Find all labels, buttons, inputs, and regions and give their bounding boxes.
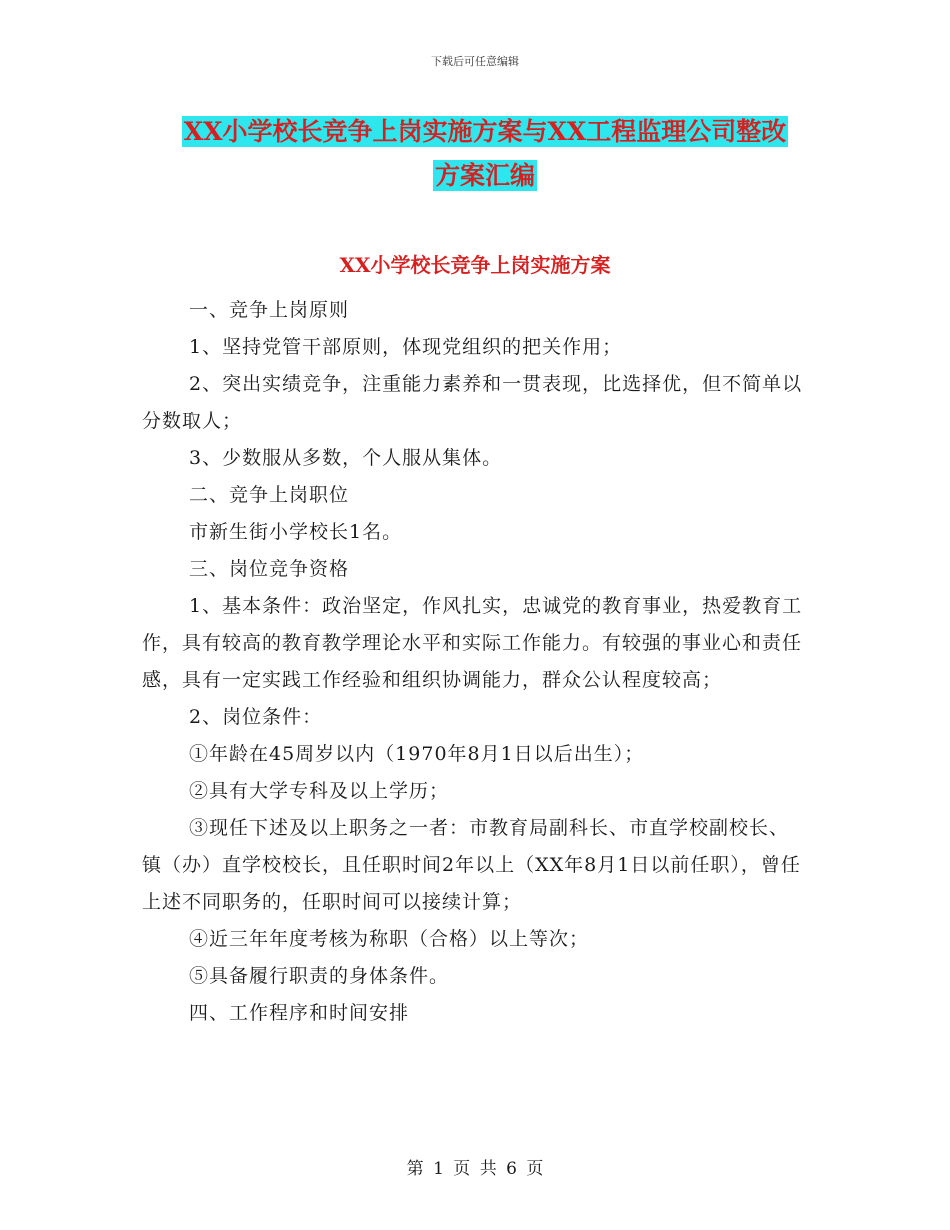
paragraph: 三、岗位竞争资格 — [189, 558, 350, 580]
paragraph: ⑤具备履行职责的身体条件。 — [189, 965, 450, 987]
page-number-footer: 第 1 页 共 6 页 — [406, 1159, 544, 1179]
paragraph: 2、突出实绩竞争，注重能力素养和一贯表现，比选择优，但不简单以分数取人； — [142, 373, 803, 432]
document-body — [142, 292, 806, 1032]
paragraph: 1、坚持党管干部原则，体现党组织的把关作用； — [189, 336, 623, 358]
paragraph: 二、竞争上岗职位 — [189, 484, 350, 506]
document-title-line-1: XX小学校长竞争上岗实施方案与XX工程监理公司整改 — [183, 117, 787, 146]
paragraph: 四、工作程序和时间安排 — [189, 1002, 410, 1024]
section-title: XX小学校长竞争上岗实施方案 — [339, 253, 611, 277]
paragraph: 市新生街小学校长1名。 — [189, 521, 403, 543]
document-title-line-2: 方案汇编 — [434, 161, 535, 190]
page-header-note: 下载后可任意编辑 — [431, 55, 519, 68]
paragraph: 1、基本条件：政治坚定，作风扎实，忠诚党的教育事业，热爱教育工作，具有较高的教育教学理论水平和实际工作能力。有较强的事业心和责任感，具有一定实践工作经验和组织协调能力，群众公认程度较高； — [142, 595, 803, 691]
document-title — [140, 110, 830, 198]
paragraph: ④近三年年度考核为称职（合格）以上等次； — [189, 928, 590, 950]
paragraph: ③现任下述及以上职务之一者：市教育局副科长、市直学校副校长、镇（办）直学校校长，且任职时间2年以上（XX年8月1日以前任职），曾任上述不同职务的，任职时间可以接续计算； — [142, 817, 801, 913]
paragraph: ②具有大学专科及以上学历； — [189, 780, 450, 802]
paragraph: 3、少数服从多数，个人服从集体。 — [189, 447, 503, 469]
paragraph: ①年龄在45周岁以内（1970年8月1日以后出生）； — [189, 743, 645, 765]
paragraph: 2、岗位条件： — [189, 706, 323, 728]
paragraph: 一、竞争上岗原则 — [189, 299, 350, 321]
